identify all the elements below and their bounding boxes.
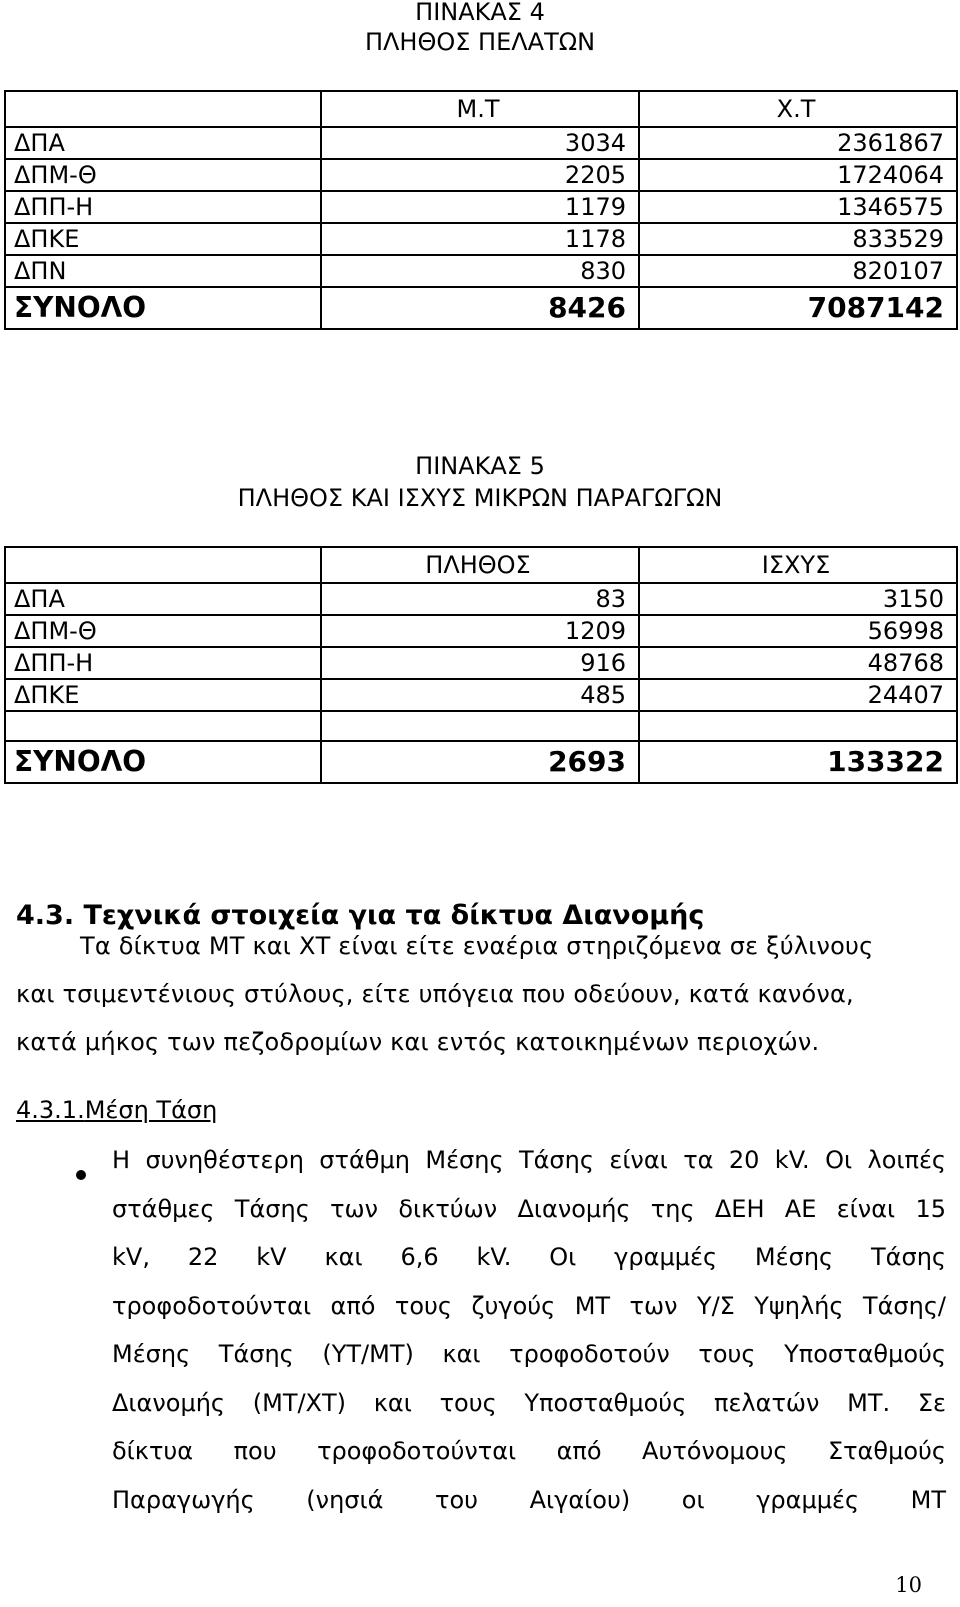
bullet-icon — [76, 1170, 86, 1180]
table5-header-cell — [5, 547, 321, 583]
total-label: ΣΥΝΟΛΟ — [5, 741, 321, 783]
bullet-line: Διανομής (ΜΤ/ΧΤ) και τους Υποσταθμούς πελατών ΜΤ. Σε — [112, 1388, 946, 1417]
row-label: ΔΠΑ — [5, 127, 321, 159]
row-label: ΔΠΑ — [5, 583, 321, 615]
subsection-heading — [16, 1096, 217, 1124]
paragraph-line: κατά μήκος των πεζοδρομίων και εντός κατοικημένων περιοχών. — [16, 1028, 820, 1056]
table-cell: 830 — [321, 255, 639, 287]
table-cell: 1346575 — [639, 191, 957, 223]
table-row — [5, 127, 957, 159]
table4-header-cell: Χ.Τ — [639, 91, 957, 127]
empty-cell — [639, 711, 957, 741]
bullet-paragraph — [112, 1136, 946, 1524]
row-label: ΔΠΠ-Η — [5, 191, 321, 223]
table5-header-cell: ΙΣΧΥΣ — [639, 547, 957, 583]
table-cell: 56998 — [639, 615, 957, 647]
row-label: ΔΠΝ — [5, 255, 321, 287]
empty-cell — [321, 711, 639, 741]
table-cell: 833529 — [639, 223, 957, 255]
paragraph-line: Τα δίκτυα ΜΤ και ΧΤ είναι είτε εναέρια στηριζόμενα σε ξύλινους — [80, 932, 874, 960]
table-row — [5, 615, 957, 647]
table5-total-row — [5, 741, 957, 783]
row-label: ΔΠΠ-Η — [5, 647, 321, 679]
table4 — [4, 90, 958, 330]
table-row — [5, 647, 957, 679]
bullet-line: Μέσης Τάσης (ΥΤ/ΜΤ) και τροφοδοτούν τους Υποσταθμούς — [112, 1340, 946, 1368]
table-cell: 3150 — [639, 583, 957, 615]
table5-caption-line1: ΠΙΝΑΚΑΣ 5 — [415, 452, 545, 480]
table5-caption-line2: ΠΛΗΘΟΣ ΚΑΙ ΙΣΧΥΣ ΜΙΚΡΩΝ ΠΑΡΑΓΩΓΩΝ — [237, 484, 723, 512]
table-cell: 1209 — [321, 615, 639, 647]
total-cell: 133322 — [639, 741, 957, 783]
total-cell: 7087142 — [639, 287, 957, 329]
row-label: ΔΠΚΕ — [5, 679, 321, 711]
table-cell: 3034 — [321, 127, 639, 159]
table-cell: 48768 — [639, 647, 957, 679]
row-label: ΔΠΜ-Θ — [5, 615, 321, 647]
bullet-line: στάθμες Τάσης των δικτύων Διανομής της ΔΕΗ ΑΕ είναι 15 — [112, 1194, 946, 1223]
total-label: ΣΥΝΟΛΟ — [5, 287, 321, 329]
table-cell: 24407 — [639, 679, 957, 711]
section-heading: 4.3. Τεχνικά στοιχεία για τα δίκτυα Διανομής — [16, 900, 705, 931]
table-row — [5, 223, 957, 255]
total-cell: 8426 — [321, 287, 639, 329]
bullet-line: Η συνηθέστερη στάθμη Μέσης Τάσης είναι τα 20 kV. Οι λοιπές — [112, 1146, 946, 1174]
table4-header-cell: Μ.Τ — [321, 91, 639, 127]
table4-header-cell — [5, 91, 321, 127]
table5 — [4, 546, 958, 784]
table-cell: 485 — [321, 679, 639, 711]
table5-header-cell: ΠΛΗΘΟΣ — [321, 547, 639, 583]
row-label: ΔΠΚΕ — [5, 223, 321, 255]
subsection-number: 4.3.1. — [16, 1096, 85, 1124]
table-row — [5, 191, 957, 223]
bullet-line: δίκτυα που τροφοδοτούνται από Αυτόνομους Σταθμούς — [112, 1437, 946, 1465]
paragraph-line: και τσιμεντένιους στύλους, είτε υπόγεια που οδεύουν, κατά κανόνα, — [16, 980, 854, 1008]
table4-caption-line2: ΠΛΗΘΟΣ ΠΕΛΑΤΩΝ — [364, 28, 596, 56]
subsection-title: Μέση Τάση — [84, 1096, 218, 1124]
table4-caption-line1: ΠΙΝΑΚΑΣ 4 — [415, 0, 545, 26]
table-cell: 1178 — [321, 223, 639, 255]
total-cell: 2693 — [321, 741, 639, 783]
section-paragraph — [16, 922, 946, 1066]
table4-header-row — [5, 91, 957, 127]
page-number: 10 — [895, 1573, 922, 1597]
table-row — [5, 159, 957, 191]
table-cell: 1179 — [321, 191, 639, 223]
table5-header-row — [5, 547, 957, 583]
table-row — [5, 255, 957, 287]
table-cell: 2205 — [321, 159, 639, 191]
bullet-line: kV, 22 kV και 6,6 kV. Οι γραμμές Μέσης Τάσης — [112, 1243, 946, 1271]
table-cell: 1724064 — [639, 159, 957, 191]
table-cell: 83 — [321, 583, 639, 615]
table-cell: 820107 — [639, 255, 957, 287]
row-label: ΔΠΜ-Θ — [5, 159, 321, 191]
table-cell: 916 — [321, 647, 639, 679]
empty-cell — [5, 711, 321, 741]
table4-total-row — [5, 287, 957, 329]
table-row — [5, 679, 957, 711]
table5-blank-row — [5, 711, 957, 741]
table-row — [5, 583, 957, 615]
bullet-line: τροφοδοτούνται από τους ζυγούς ΜΤ των Υ/Σ Υψηλής Τάσης/ — [112, 1291, 946, 1320]
table-cell: 2361867 — [639, 127, 957, 159]
bullet-line: Παραγωγής (νησιά του Αιγαίου) οι γραμμές ΜΤ — [112, 1485, 946, 1514]
